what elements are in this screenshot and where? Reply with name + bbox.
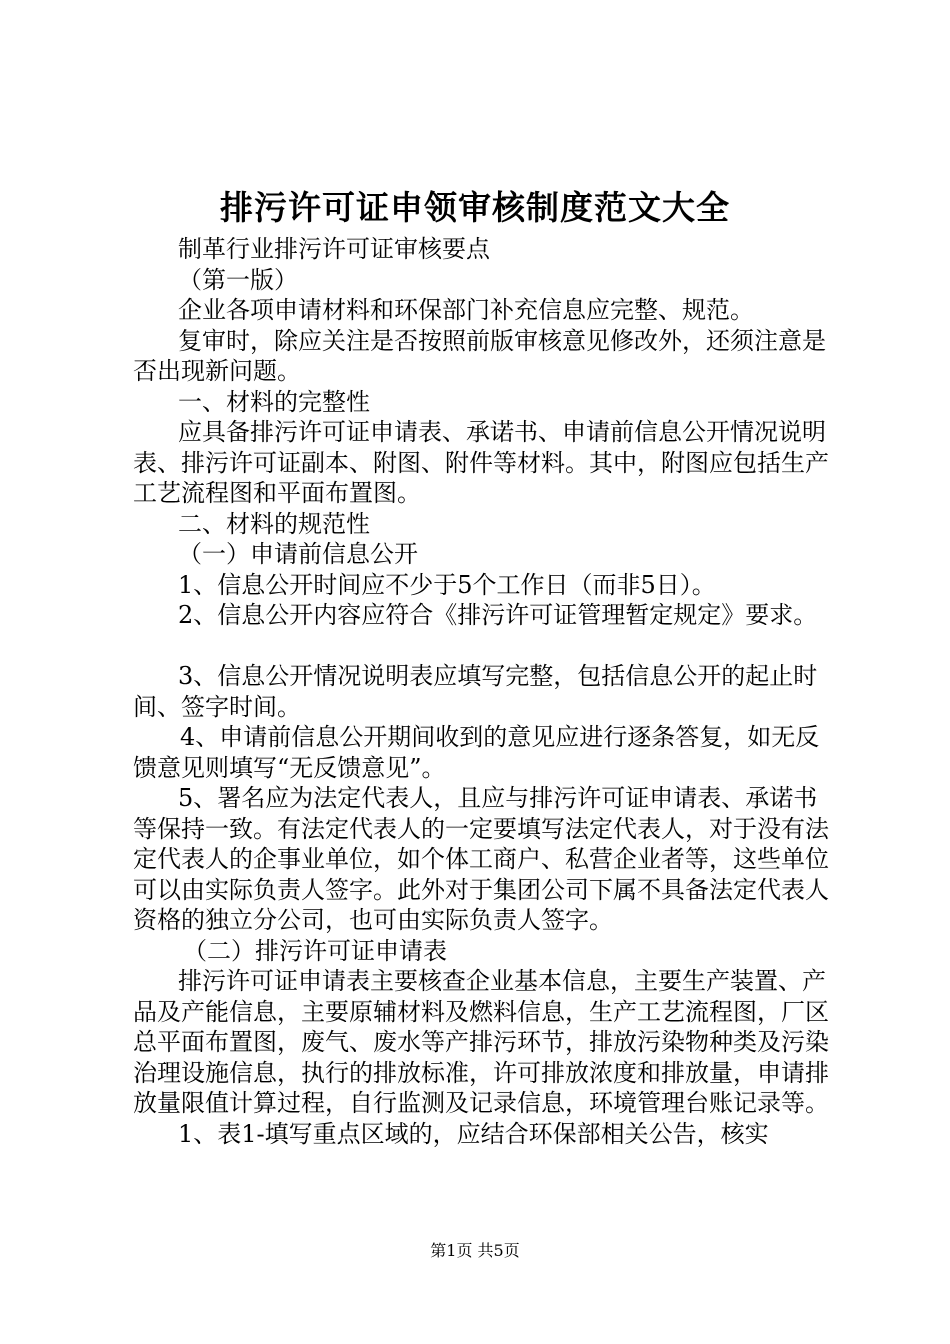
list-item: 4、申请前信息公开期间收到的意见应进行逐条答复，如无反馈意见则填写“无反馈意见”。 <box>133 723 820 782</box>
section-heading: 一、材料的完整性 <box>178 387 370 416</box>
list-item: 3、信息公开情况说明表应填写完整，包括信息公开的起止时间、签字时间。 <box>133 662 818 721</box>
paragraph: （第一版） <box>178 265 298 294</box>
list-item: 1、表1-填写重点区域的，应结合环保部相关公告，核实 <box>178 1119 769 1148</box>
section-heading: 二、材料的规范性 <box>178 509 370 538</box>
paragraph: 应具备排污许可证申请表、承诺书、申请前信息公开情况说明表、排污许可证副本、附图、附件等材料。其中，附图应包括生产工艺流程图和平面布置图。 <box>133 418 829 507</box>
list-item: 1、信息公开时间应不少于5个工作日（而非5日）。 <box>178 570 716 599</box>
document-title: 排污许可证申领审核制度范文大全 <box>220 188 730 227</box>
blank-line <box>133 631 833 662</box>
paragraph: 复审时，除应关注是否按照前版审核意见修改外，还须注意是否出现新问题。 <box>133 326 826 385</box>
page-footer: 第1页 共5页 <box>430 1241 520 1260</box>
subsection-heading: （一）申请前信息公开 <box>178 540 418 568</box>
paragraph: 企业各项申请材料和环保部门补充信息应完整、规范。 <box>178 296 754 324</box>
paragraph: 排污许可证申请表主要核查企业基本信息，主要生产装置、产品及产能信息，主要原辅材料及燃料信息，生产工艺流程图，厂区总平面布置图，废气、废水等产排污环节，排放污染物种类及污染治理设施信息，执行的排放标准，许可排放浓度和排放量，申请排放量限值计算过程，自行监测及记录信息，环境管理台账记录等。 <box>133 967 829 1117</box>
paragraph: 制革行业排污许可证审核要点 <box>178 235 490 263</box>
document-body <box>133 234 833 1149</box>
list-item: 5、署名应为法定代表人，且应与排污许可证申请表、承诺书等保持一致。有法定代表人的一定要填写法定代表人，对于没有法定代表人的企事业单位，如个体工商户、私营企业者等，这些单位可以由实际负责人签字。此外对于集团公司下属不具备法定代表人资格的独立分公司，也可由实际负责人签字。 <box>133 784 829 934</box>
subsection-heading: （二）排污许可证申请表 <box>183 936 447 965</box>
list-item: 2、信息公开内容应符合《排污许可证管理暂定规定》要求。 <box>178 601 818 629</box>
